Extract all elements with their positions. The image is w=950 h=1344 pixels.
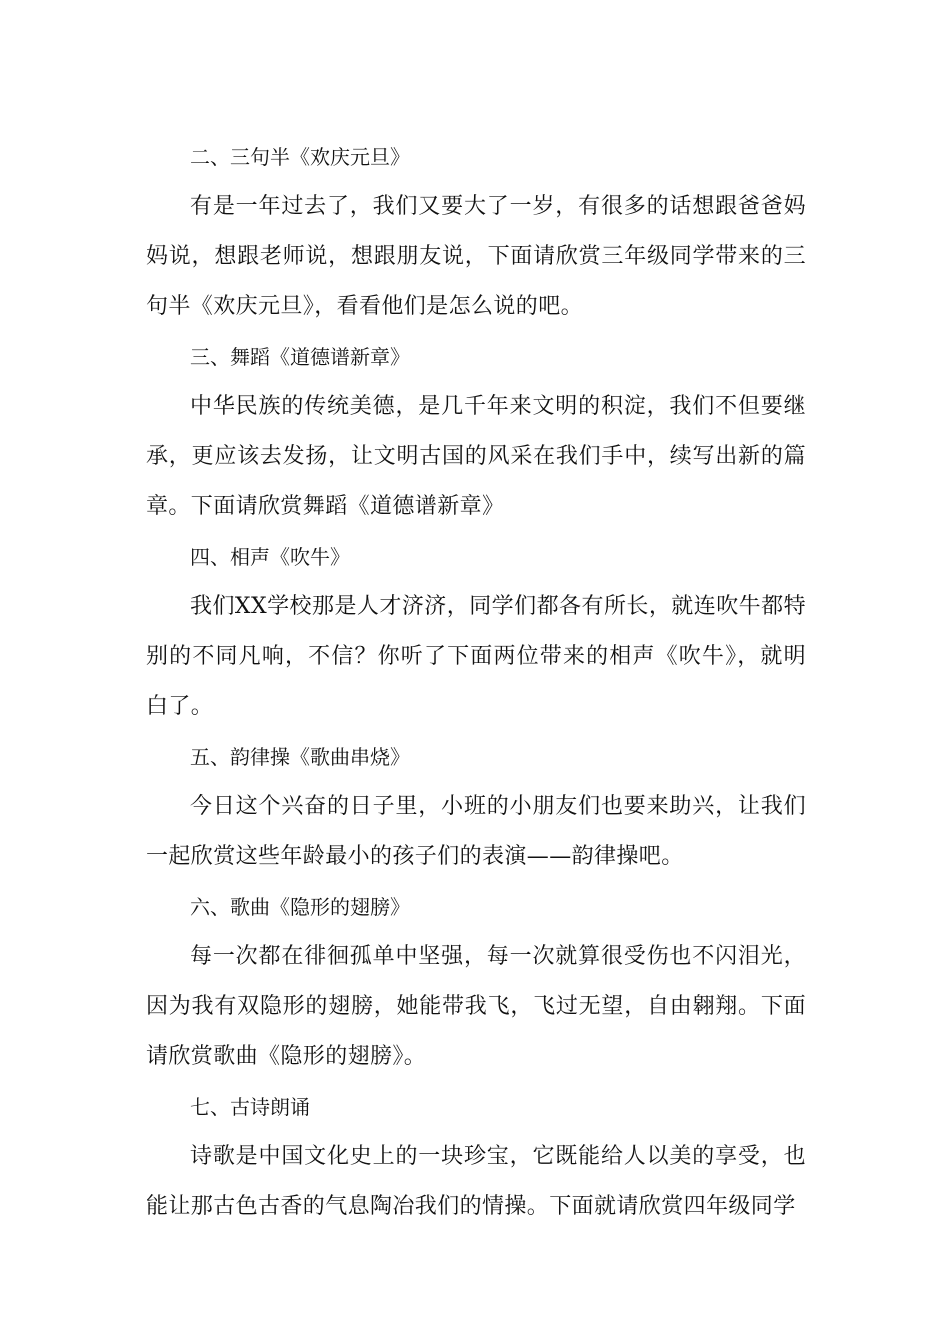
- section-heading: 七、古诗朗诵: [190, 1095, 310, 1119]
- section-paragraph: 中华民族的传统美德，是几千年来文明的积淀，我们不但要继承，更应该去发扬，让文明古国的风采在我们手中，续写出新的篇章。下面请欣赏舞蹈《道德谱新章》: [146, 394, 806, 519]
- section-paragraph: 每一次都在徘徊孤单中坚强，每一次就算很受伤也不闪泪光，因为我有双隐形的翅膀，她能带我飞，飞过无望，自由翱翔。下面请欣赏歌曲《隐形的翅膀》。: [146, 944, 806, 1069]
- section-paragraph: 我们XX学校那是人才济济，同学们都各有所长，就连吹牛都特别的不同凡响，不信？你听了下面两位带来的相声《吹牛》，就明白了。: [146, 594, 806, 719]
- section-heading: 五、韵律操《歌曲串烧》: [190, 745, 410, 769]
- section-paragraph: 今日这个兴奋的日子里，小班的小朋友们也要来助兴，让我们一起欣赏这些年龄最小的孩子们的表演——韵律操吧。: [146, 794, 806, 869]
- section-heading: 四、相声《吹牛》: [190, 545, 350, 569]
- section-paragraph: 诗歌是中国文化史上的一块珍宝，它既能给人以美的享受，也能让那古色古香的气息陶冶我们的情操。下面就请欣赏四年级同学: [146, 1144, 806, 1219]
- section-paragraph: 有是一年过去了，我们又要大了一岁，有很多的话想跟爸爸妈妈说，想跟老师说，想跟朋友说，下面请欣赏三年级同学带来的三句半《欢庆元旦》，看看他们是怎么说的吧。: [146, 194, 806, 319]
- document-body: [146, 132, 806, 1232]
- section-heading: 六、歌曲《隐形的翅膀》: [190, 895, 410, 919]
- section-heading: 三、舞蹈《道德谱新章》: [190, 345, 410, 369]
- section-heading: 二、三句半《欢庆元旦》: [190, 145, 410, 169]
